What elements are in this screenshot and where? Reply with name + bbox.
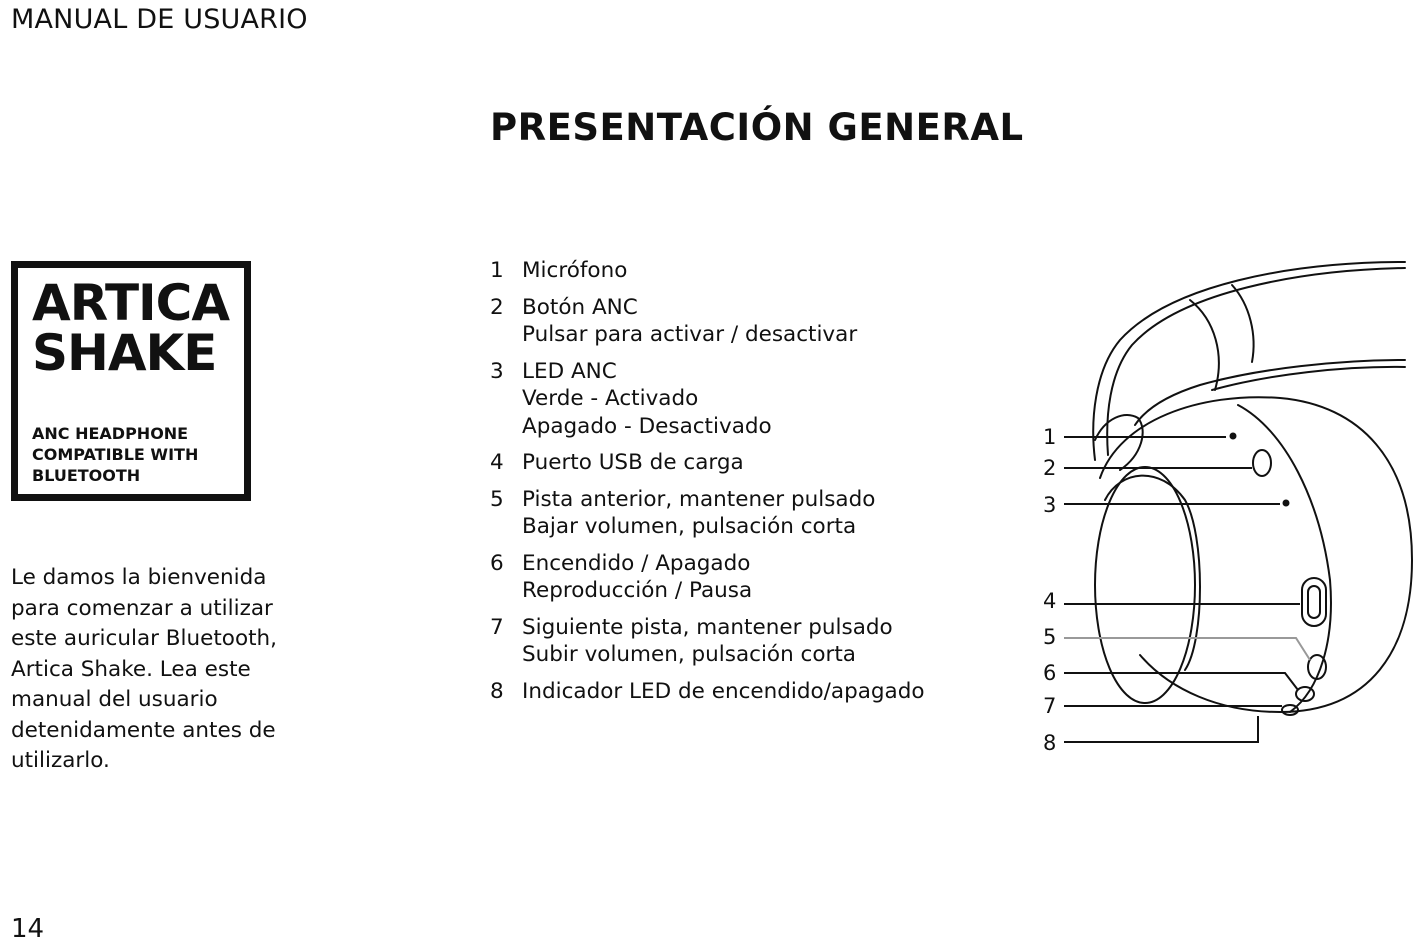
part-item-7: [490, 614, 1010, 669]
part-number: 1: [490, 258, 504, 283]
part-description: [522, 678, 925, 706]
intro-line: utilizarlo.: [11, 748, 110, 773]
parts-list: [490, 257, 1010, 714]
part-item-2: [490, 294, 1010, 349]
earcup-side-panel: [1238, 405, 1331, 712]
part-number: 2: [490, 294, 504, 320]
part-item-5: [490, 486, 1010, 541]
part-item-6: [490, 550, 1010, 605]
intro-line: detenidamente antes de: [11, 717, 276, 743]
part-line: Puerto USB de carga: [522, 450, 744, 475]
logo-name-line: ARTICA: [32, 274, 230, 332]
callout-number-1: 1: [1043, 425, 1057, 449]
part-item-4: [490, 449, 1010, 477]
volume-up-button-icon: [1282, 705, 1298, 715]
part-number: 6: [490, 550, 504, 576]
part-number: 3: [490, 358, 504, 384]
intro-line: para comenzar a utilizar: [11, 595, 273, 621]
power-button-icon: [1296, 687, 1314, 701]
logo-tagline-line: COMPATIBLE WITH: [32, 445, 199, 464]
part-description: [522, 486, 875, 541]
headphone-earcup-illustration: [1030, 250, 1422, 770]
logo-tagline-line: BLUETOOTH: [32, 466, 141, 485]
headband-seam: [1190, 300, 1219, 390]
callout-number-8: 8: [1043, 731, 1057, 755]
intro-line: este auricular Bluetooth,: [11, 626, 278, 651]
callout-number-5: 5: [1043, 625, 1057, 649]
headband-inner-line: [1135, 360, 1405, 425]
usb-port-inner: [1308, 586, 1320, 618]
intro-line: manual del usuario: [11, 687, 218, 712]
part-line: Micrófono: [522, 258, 628, 283]
part-line: Apagado - Desactivado: [522, 413, 772, 439]
part-number: 8: [490, 678, 504, 704]
part-line: Reproducción / Pausa: [522, 578, 753, 603]
callout-line-8: [1064, 716, 1258, 742]
part-description: [522, 294, 857, 349]
part-line: Siguiente pista, mantener pulsado: [522, 614, 893, 640]
headband-inner-line: [1212, 367, 1405, 390]
part-description: [522, 550, 752, 605]
part-description: [522, 449, 744, 477]
part-line: Pulsar para activar / desactivar: [522, 322, 858, 347]
logo-name-line: SHAKE: [32, 324, 217, 382]
page-heading: PRESENTACIÓN GENERAL: [490, 106, 1024, 149]
logo-tagline-line: ANC HEADPHONE: [32, 424, 189, 443]
callout-number-7: 7: [1043, 694, 1057, 718]
callout-number-4: 4: [1043, 589, 1057, 613]
intro-paragraph: [11, 563, 311, 777]
page-number: 14: [11, 914, 45, 944]
product-logo: [11, 261, 251, 501]
part-number: 7: [490, 614, 504, 640]
part-item-3: [490, 358, 1010, 441]
callout-number-2: 2: [1043, 456, 1057, 480]
part-description: [522, 257, 627, 285]
part-line: Pista anterior, mantener pulsado: [522, 486, 876, 512]
part-line: LED ANC: [522, 358, 617, 384]
part-item-8: [490, 678, 1010, 706]
logo-tagline: [32, 423, 198, 486]
earcup-shell: [1100, 397, 1412, 712]
part-item-1: [490, 257, 1010, 285]
part-line: Encendido / Apagado: [522, 550, 751, 576]
callout-number-6: 6: [1043, 661, 1057, 685]
logo-product-name: [32, 274, 230, 382]
intro-line: Le damos la bienvenida: [11, 565, 267, 590]
part-description: [522, 358, 772, 441]
anc-button-icon: [1253, 450, 1271, 476]
part-description: [522, 614, 893, 669]
part-number: 4: [490, 450, 504, 475]
ear-cushion: [1095, 467, 1195, 703]
part-line: Verde - Activado: [522, 386, 699, 411]
intro-line: Artica Shake. Lea este: [11, 656, 251, 682]
manual-header-title: MANUAL DE USUARIO: [11, 4, 308, 35]
anc-led-icon: [1284, 501, 1289, 506]
callout-number-3: 3: [1043, 493, 1057, 517]
microphone-icon: [1231, 434, 1236, 439]
part-line: Subir volumen, pulsación corta: [522, 642, 856, 667]
part-line: Indicador LED de encendido/apagado: [522, 678, 925, 704]
headband-seam: [1232, 285, 1254, 362]
part-line: Botón ANC: [522, 294, 638, 320]
part-line: Bajar volumen, pulsación corta: [522, 514, 857, 539]
part-number: 5: [490, 486, 504, 512]
